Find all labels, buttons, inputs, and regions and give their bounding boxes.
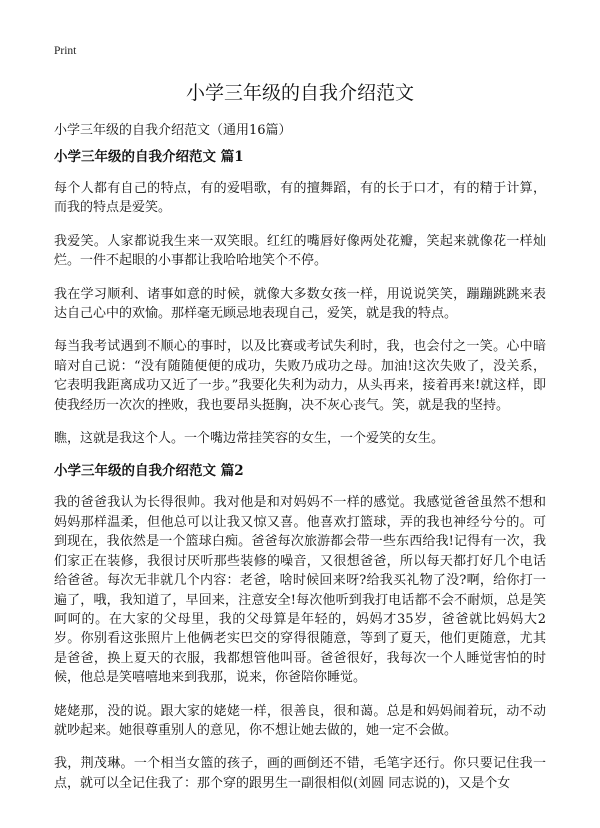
paragraph: 我的爸爸我认为长得很帅。我对他是和对妈妈不一样的感觉。我感觉爸爸虽然不想和妈妈那样温柔，但他总可以让我又惊又喜。他喜欢打篮球，弄的我也神经兮兮的。可到现在，我依然是一个篮球白痴。爸爸每次旅游都会带一些东西给我!记得有一次，我们家正在装修，我很讨厌听那些装修的噪音，又很想爸爸，所以每天都打好几个电话给爸爸。每次无非就几个内容：老爸，啥时候回来呀?给我买礼物了没?啊，给你打一遍了，哦，我知道了，早回来，注意安全!每次他听到我打电话都不会不耐烦，总是笑呵呵的。在大家的父母里，我的父母算是年轻的，妈妈才35岁，爸爸就比妈妈大2岁。你别看这张照片上他俩老实巴交的穿得很随意，等到了夏天，他们更随意，尤其是爸爸，换上夏天的衣服，我都想管他叫哥。爸爸很好，我每次一个人睡觉害怕的时候，他总是笑嘻嘻地来到我那，说来，你爸陪你睡觉。 — [54, 495, 546, 686]
paragraph: 我在学习顺利、诸事如意的时候，就像大多数女孩一样，用说说笑笑，蹦蹦跳跳来表达自己心中的欢愉。那样毫无顾忌地表现自己，爱笑，就是我的特点。 — [54, 286, 546, 322]
paragraph: 每个人都有自己的特点，有的爱唱歌，有的擅舞蹈，有的长于口才，有的精于计算，而我的特点是爱笑。 — [54, 181, 546, 216]
paragraph: 每当我考试遇到不顺心的事时，以及比赛或考试失利时，我，也会付之一笑。心中暗暗对自己说：“没有随随便便的成功，失败乃成功之母。加油!这次失败了，没关系，它表明我距离成功又近了一步。”我要化失利为动力，从头再来，接着再来!就这样，即使我经历一次次的挫败，我也要昂头挺胸，决不灰心丧气。笑，就是我的坚持。 — [54, 339, 546, 413]
paragraph: 我，荆茂琳。一个相当女篮的孩子，画的画倒还不错，毛笔字还行。你只要记住我一点，就可以全记住我了：那个穿的跟男生一副很相似(刘圆 同志说的)，又是个女 — [54, 756, 546, 791]
document-subtitle: 小学三年级的自我介绍范文（通用16篇） — [54, 123, 292, 138]
section-1 — [54, 148, 546, 448]
section-heading: 小学三年级的自我介绍范文 篇2 — [54, 463, 244, 480]
paragraph: 我爱笑。人家都说我生来一双笑眼。红红的嘴唇好像两处花瓣，笑起来就像花一样灿烂。一件不起眼的小事都让我哈哈地笑个不停。 — [54, 233, 546, 269]
print-link[interactable]: Print — [54, 45, 77, 57]
section-heading: 小学三年级的自我介绍范文 篇1 — [54, 149, 244, 165]
section-2 — [54, 462, 546, 793]
document-body — [54, 148, 546, 807]
paragraph: 姥姥那，没的说。跟大家的姥姥一样，很善良，很和蔼。总是和妈妈闹着玩，动不动就吵起来。她很尊重别人的意见，你不想让她去做的，她一定不会做。 — [54, 703, 546, 738]
document-title: 小学三年级的自我介绍范文 — [185, 82, 414, 104]
paragraph: 瞧，这就是我这个人。一个嘴边常挂笑容的女生，一个爱笑的女生。 — [54, 431, 445, 447]
